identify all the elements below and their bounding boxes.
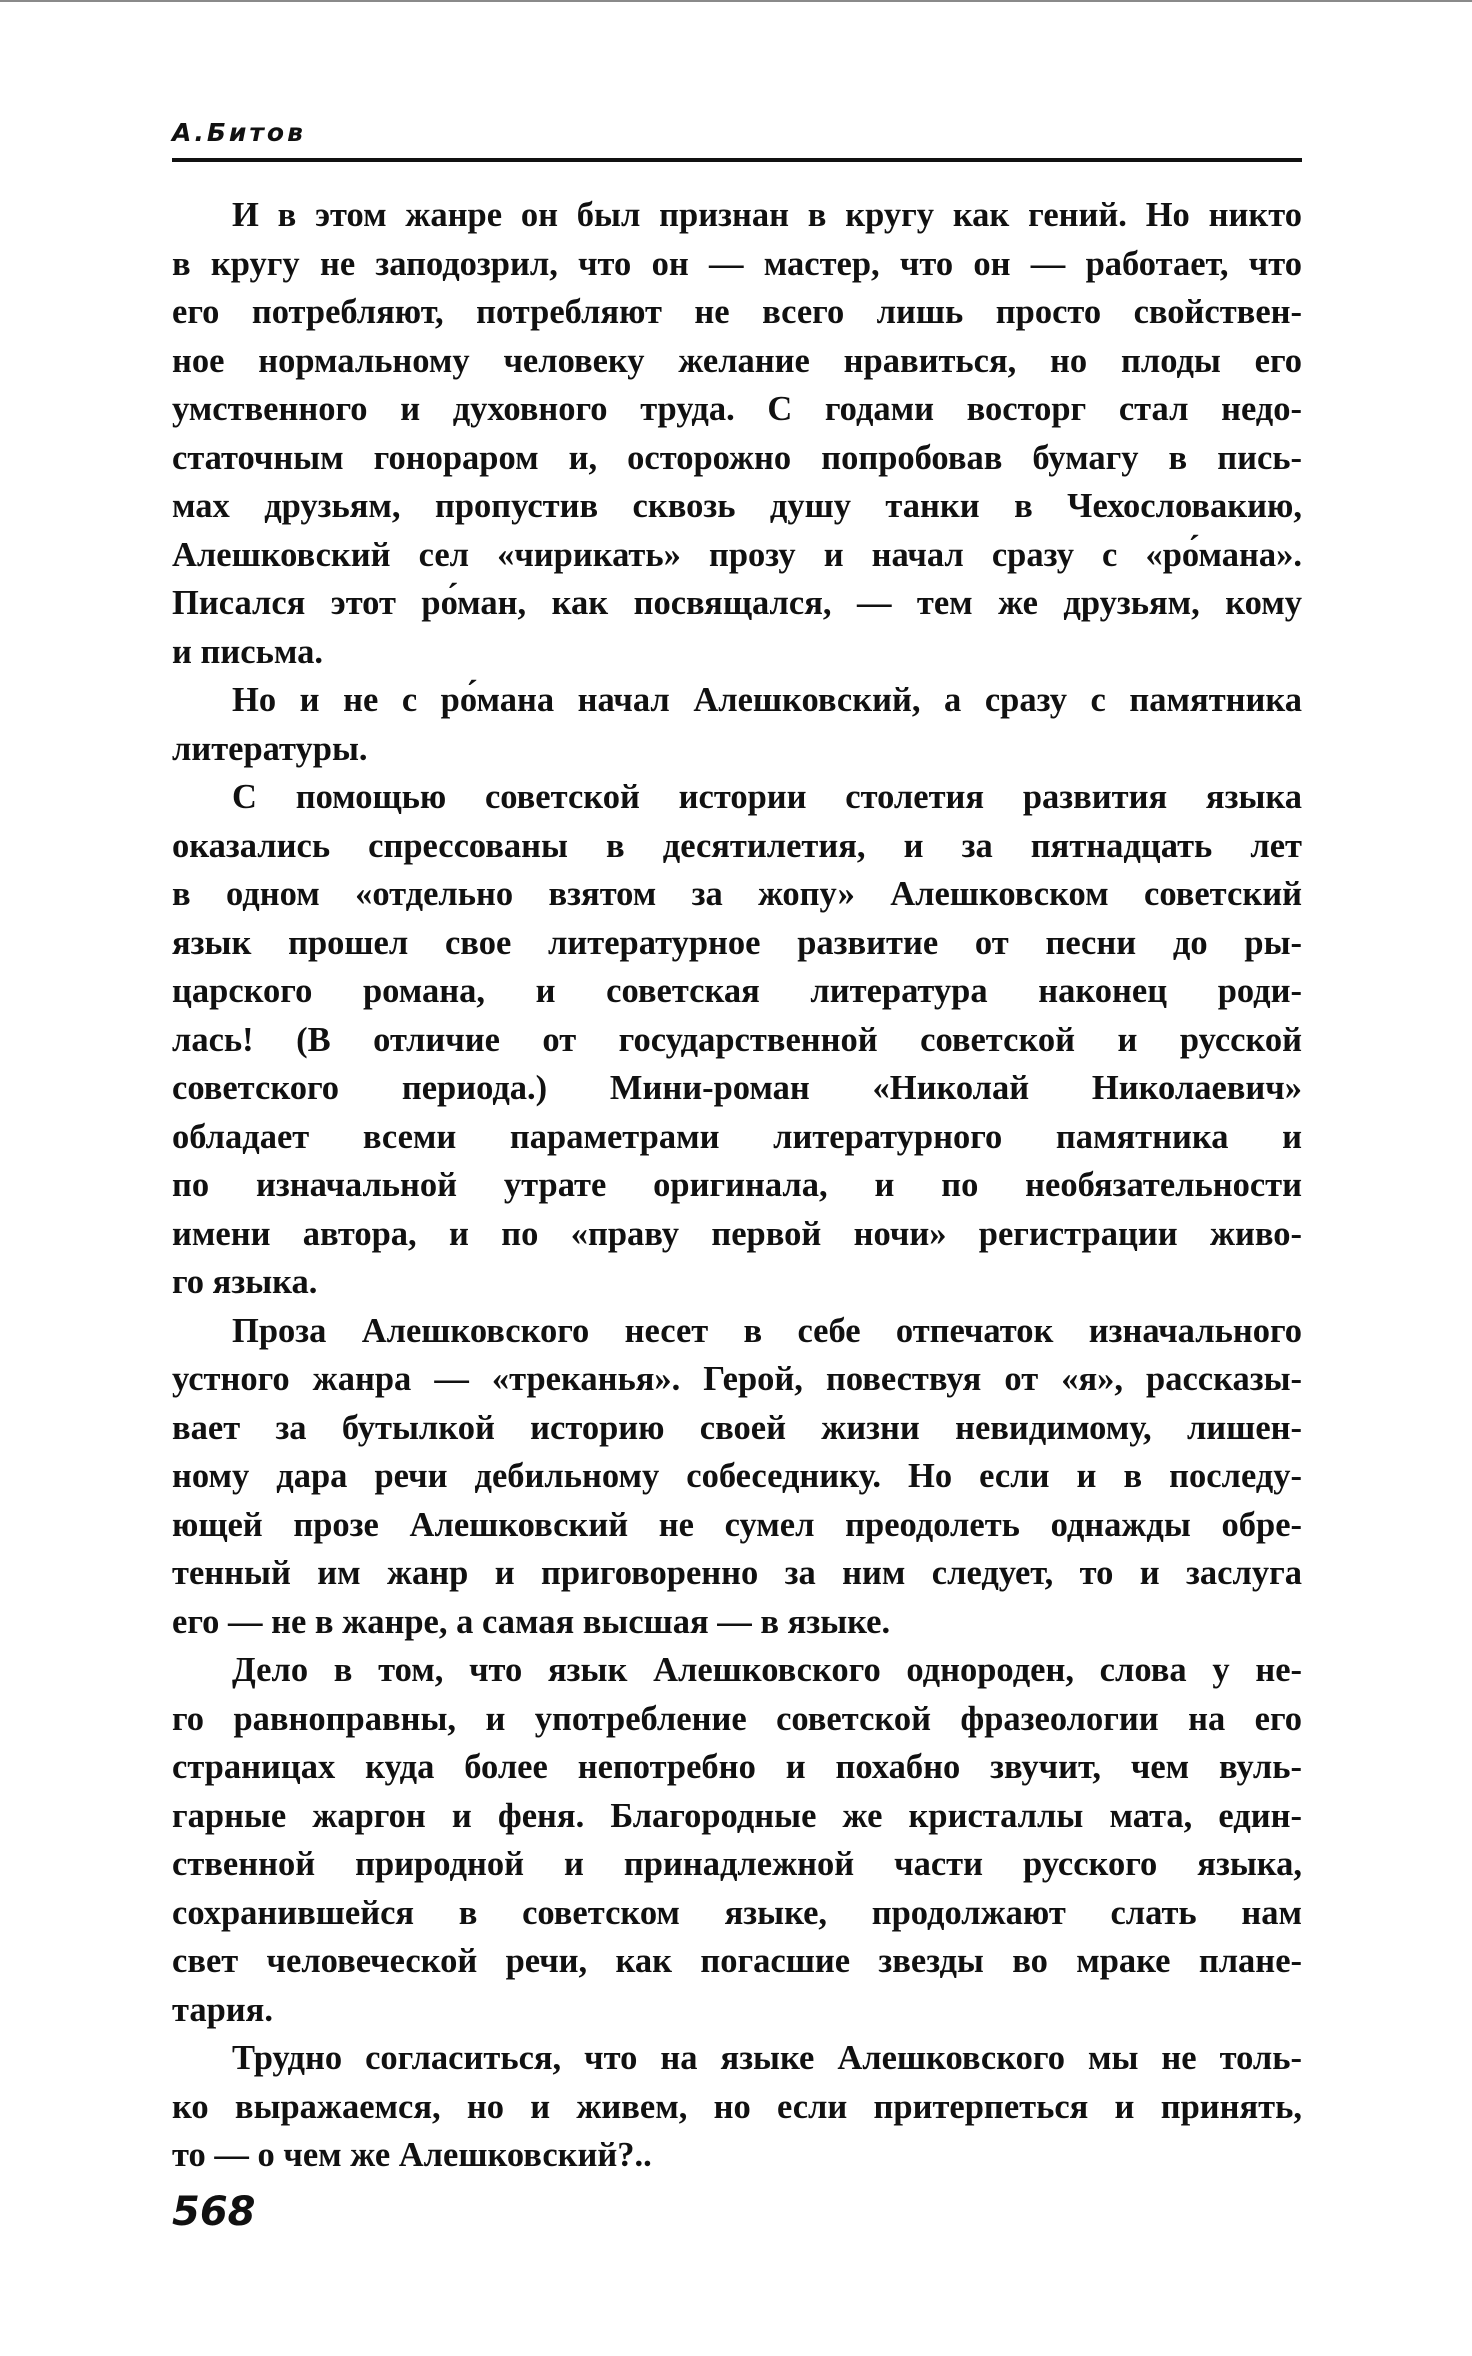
text-line: статочным гонораром и, осторожно попробовав бумагу в пись- bbox=[172, 438, 1302, 477]
text-line: Проза Алешковского несет в себе отпечаток изначального bbox=[232, 1311, 1302, 1350]
paragraph bbox=[172, 2034, 1302, 2180]
text-line: имени автора, и по «праву первой ночи» регистрации живо- bbox=[172, 1214, 1302, 1253]
page-number: 568 bbox=[172, 2189, 256, 2235]
text-line: гарные жаргон и феня. Благородные же кристаллы мата, един- bbox=[172, 1796, 1302, 1835]
running-head-author: А.Битов bbox=[172, 118, 306, 147]
text-line: оказались спрессованы в десятилетия, и за пятнадцать лет bbox=[172, 826, 1302, 865]
text-line: страницах куда более непотребно и похабно звучит, чем вуль- bbox=[172, 1748, 1302, 1786]
text-line: го равноправны, и употребление советской фразеологии на его bbox=[172, 1699, 1302, 1738]
body-text bbox=[172, 191, 1302, 2180]
text-line: тенный им жанр и приговоренно за ним следует, то и заслуга bbox=[172, 1554, 1302, 1592]
text-line: царского романа, и советская литература наконец роди- bbox=[172, 972, 1302, 1010]
text-line: тария. bbox=[172, 1990, 273, 2029]
text-line: Алешковский сел «чирикать» прозу и начал сразу с «ро́мана». bbox=[172, 535, 1302, 574]
text-line: ющей прозе Алешковский не сумел преодолеть однажды обре- bbox=[172, 1505, 1302, 1544]
text-line: Писался этот ро́ман, как посвящался, — тем же друзьям, кому bbox=[172, 584, 1302, 622]
text-line: в одном «отдельно взятом за жопу» Алешковском советский bbox=[172, 875, 1302, 913]
paragraph bbox=[172, 773, 1302, 1307]
paragraph bbox=[172, 1307, 1302, 1647]
text-line: ное нормальному человеку желание нравиться, но плоды его bbox=[172, 341, 1302, 380]
text-line: и письма. bbox=[172, 632, 323, 671]
text-line: И в этом жанре он был признан в кругу как гений. Но никто bbox=[232, 196, 1302, 234]
text-line: сохранившейся в советском языке, продолжают слать нам bbox=[172, 1893, 1302, 1932]
text-line: вает за бутылкой историю своей жизни невидимому, лишен- bbox=[172, 1408, 1302, 1447]
paragraph bbox=[172, 676, 1302, 773]
scan-top-edge bbox=[0, 0, 1472, 2]
text-line: его — не в жанре, а самая высшая — в языке. bbox=[172, 1602, 891, 1641]
text-line: устного жанра — «треканья». Герой, повествуя от «я», рассказы- bbox=[172, 1360, 1302, 1398]
text-line: ственной природной и принадлежной части русского языка, bbox=[172, 1845, 1302, 1883]
text-line: Дело в том, что язык Алешковского однороден, слова у не- bbox=[232, 1651, 1302, 1689]
text-line: язык прошел свое литературное развитие от песни до ры- bbox=[172, 923, 1302, 962]
text-line: то — о чем же Алешковский?.. bbox=[172, 2136, 652, 2174]
text-line: мах друзьям, пропустив сквозь душу танки в Чехословакию, bbox=[172, 487, 1302, 525]
text-line: свет человеческой речи, как погасшие звезды во мраке плане- bbox=[172, 1942, 1302, 1980]
text-line: го языка. bbox=[172, 1263, 318, 1301]
text-line: по изначальной утрате оригинала, и по необязательности bbox=[172, 1166, 1302, 1204]
text-line: Но и не с ро́мана начал Алешковский, а сразу с памятника bbox=[232, 681, 1302, 719]
text-line: в кругу не заподозрил, что он — мастер, что он — работает, что bbox=[172, 244, 1302, 283]
text-line: Трудно согласиться, что на языке Алешковского мы не толь- bbox=[232, 2039, 1302, 2077]
text-line: лась! (В отличие от государственной советской и русской bbox=[172, 1020, 1302, 1059]
text-line: советского периода.) Мини-роман «Николай Николаевич» bbox=[172, 1069, 1302, 1107]
paragraph bbox=[172, 191, 1302, 676]
paragraph bbox=[172, 1646, 1302, 2034]
text-line: умственного и духовного труда. С годами восторг стал недо- bbox=[172, 390, 1302, 428]
text-line: ному дара речи дебильному собеседнику. Но если и в последу- bbox=[172, 1457, 1302, 1495]
text-line: С помощью советской истории столетия развития языка bbox=[232, 778, 1302, 816]
text-line: литературы. bbox=[172, 729, 368, 768]
header-rule bbox=[172, 158, 1302, 162]
text-line: его потребляют, потребляют не всего лишь просто свойствен- bbox=[172, 293, 1302, 331]
text-line: обладает всеми параметрами литературного памятника и bbox=[172, 1117, 1302, 1156]
text-line: ко выражаемся, но и живем, но если притерпеться и принять, bbox=[172, 2087, 1302, 2126]
